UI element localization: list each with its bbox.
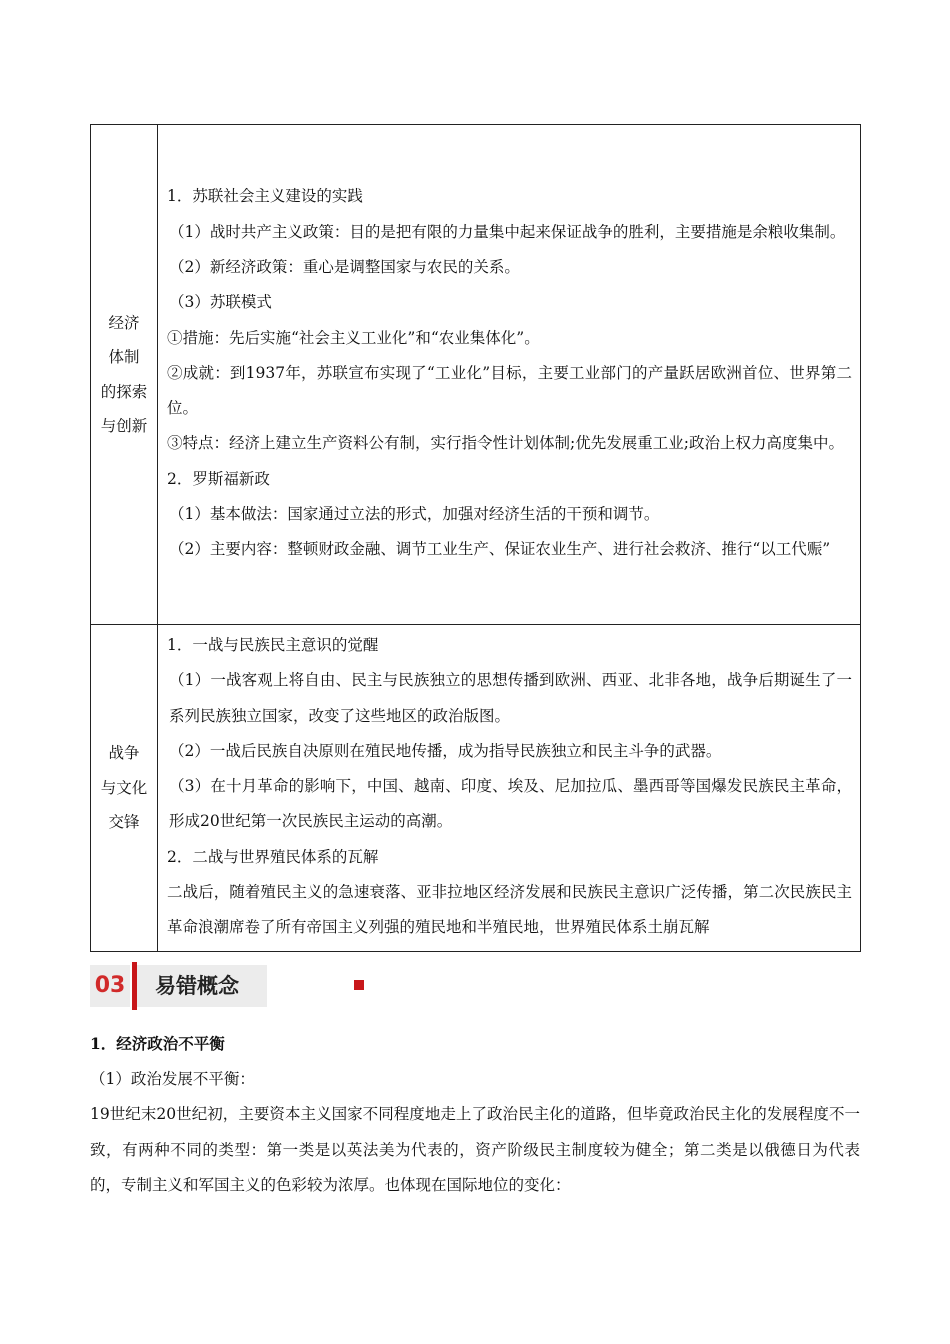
row-label-line: 交锋	[108, 813, 140, 832]
section-number: 03	[90, 965, 130, 1007]
content-line: 2．二战与世界殖民体系的瓦解	[167, 847, 379, 866]
content-line: （1）基本做法：国家通过立法的形式，加强对经济生活的干预和调节。	[169, 505, 660, 524]
content-line: （2）主要内容：整顿财政金融、调节工业生产、保证农业生产、进行社会救济、推行“以工代赈”	[169, 540, 831, 559]
content-line: （3）苏联模式	[169, 293, 272, 312]
content-line: 1．一战与民族民主意识的觉醒	[167, 636, 379, 654]
row-label	[91, 625, 158, 952]
row-content	[158, 125, 861, 625]
body-text	[90, 1026, 860, 1204]
row-label-line: 与文化	[100, 778, 148, 797]
body-heading: 1．经济政治不平衡	[90, 1034, 225, 1053]
square-bullet-icon	[354, 980, 364, 990]
content-line: ①措施：先后实施“社会主义工业化”和“农业集体化”。	[167, 328, 540, 347]
content-line: 2．罗斯福新政	[167, 469, 270, 488]
content-line: （2）一战后民族自决原则在殖民地传播，成为指导民族独立和民主斗争的武器。	[169, 741, 722, 760]
content-line: （1）战时共产主义政策：目的是把有限的力量集中起来保证战争的胜利，主要措施是余粮收集制。	[169, 222, 846, 241]
row-label-line: 体制	[108, 348, 140, 366]
content-line: （2）新经济政策：重心是调整国家与农民的关系。	[169, 257, 520, 276]
section-title: 易错概念	[137, 965, 267, 1007]
table-row	[91, 625, 861, 952]
content-line: 二战后，随着殖民主义的急速衰落、亚非拉地区经济发展和民族民主意识广泛传播，第二次民族民主革命浪潮席卷了所有帝国主义列强的殖民地和半殖民地，世界殖民体系土崩瓦解	[167, 883, 852, 937]
content-table	[90, 124, 861, 952]
content-line: （3）在十月革命的影响下，中国、越南、印度、埃及、尼加拉瓜、墨西哥等国爆发民族民主革命，形成20世纪第一次民族民主运动的高潮。	[169, 777, 852, 831]
content-line: （1）一战客观上将自由、民主与民族独立的思想传播到欧洲、西亚、北非各地，战争后期诞生了一系列民族独立国家，改变了这些地区的政治版图。	[169, 671, 852, 725]
row-label-line: 经济	[108, 313, 140, 332]
content-line: ③特点：经济上建立生产资料公有制，实行指令性计划体制;优先发展重工业;政治上权力高度集中。	[167, 434, 844, 453]
body-subheading: （1）政治发展不平衡：	[90, 1069, 255, 1088]
section-banner	[90, 962, 290, 1010]
row-label-line: 的探索	[100, 382, 148, 401]
row-label-line: 战争	[108, 744, 140, 763]
body-paragraph: 19世纪末20世纪初，主要资本主义国家不同程度地走上了政治民主化的道路，但毕竟政治民主化的发展程度不一致，有两种不同的类型：第一类是以英法美为代表的，资产阶级民主制度较为健全；第二类是以俄德日为代表的，专制主义和军国主义的色彩较为浓厚。也体现在国际地位的变化：	[90, 1105, 860, 1194]
content-line: 1．苏联社会主义建设的实践	[167, 187, 363, 206]
row-label-line: 与创新	[100, 417, 148, 435]
table-row	[91, 125, 861, 625]
row-content	[158, 625, 861, 952]
content-line: ②成就：到1937年，苏联宣布实现了“工业化”目标，主要工业部门的产量跃居欧洲首位、世界第二位。	[167, 363, 852, 418]
row-label	[91, 125, 158, 625]
